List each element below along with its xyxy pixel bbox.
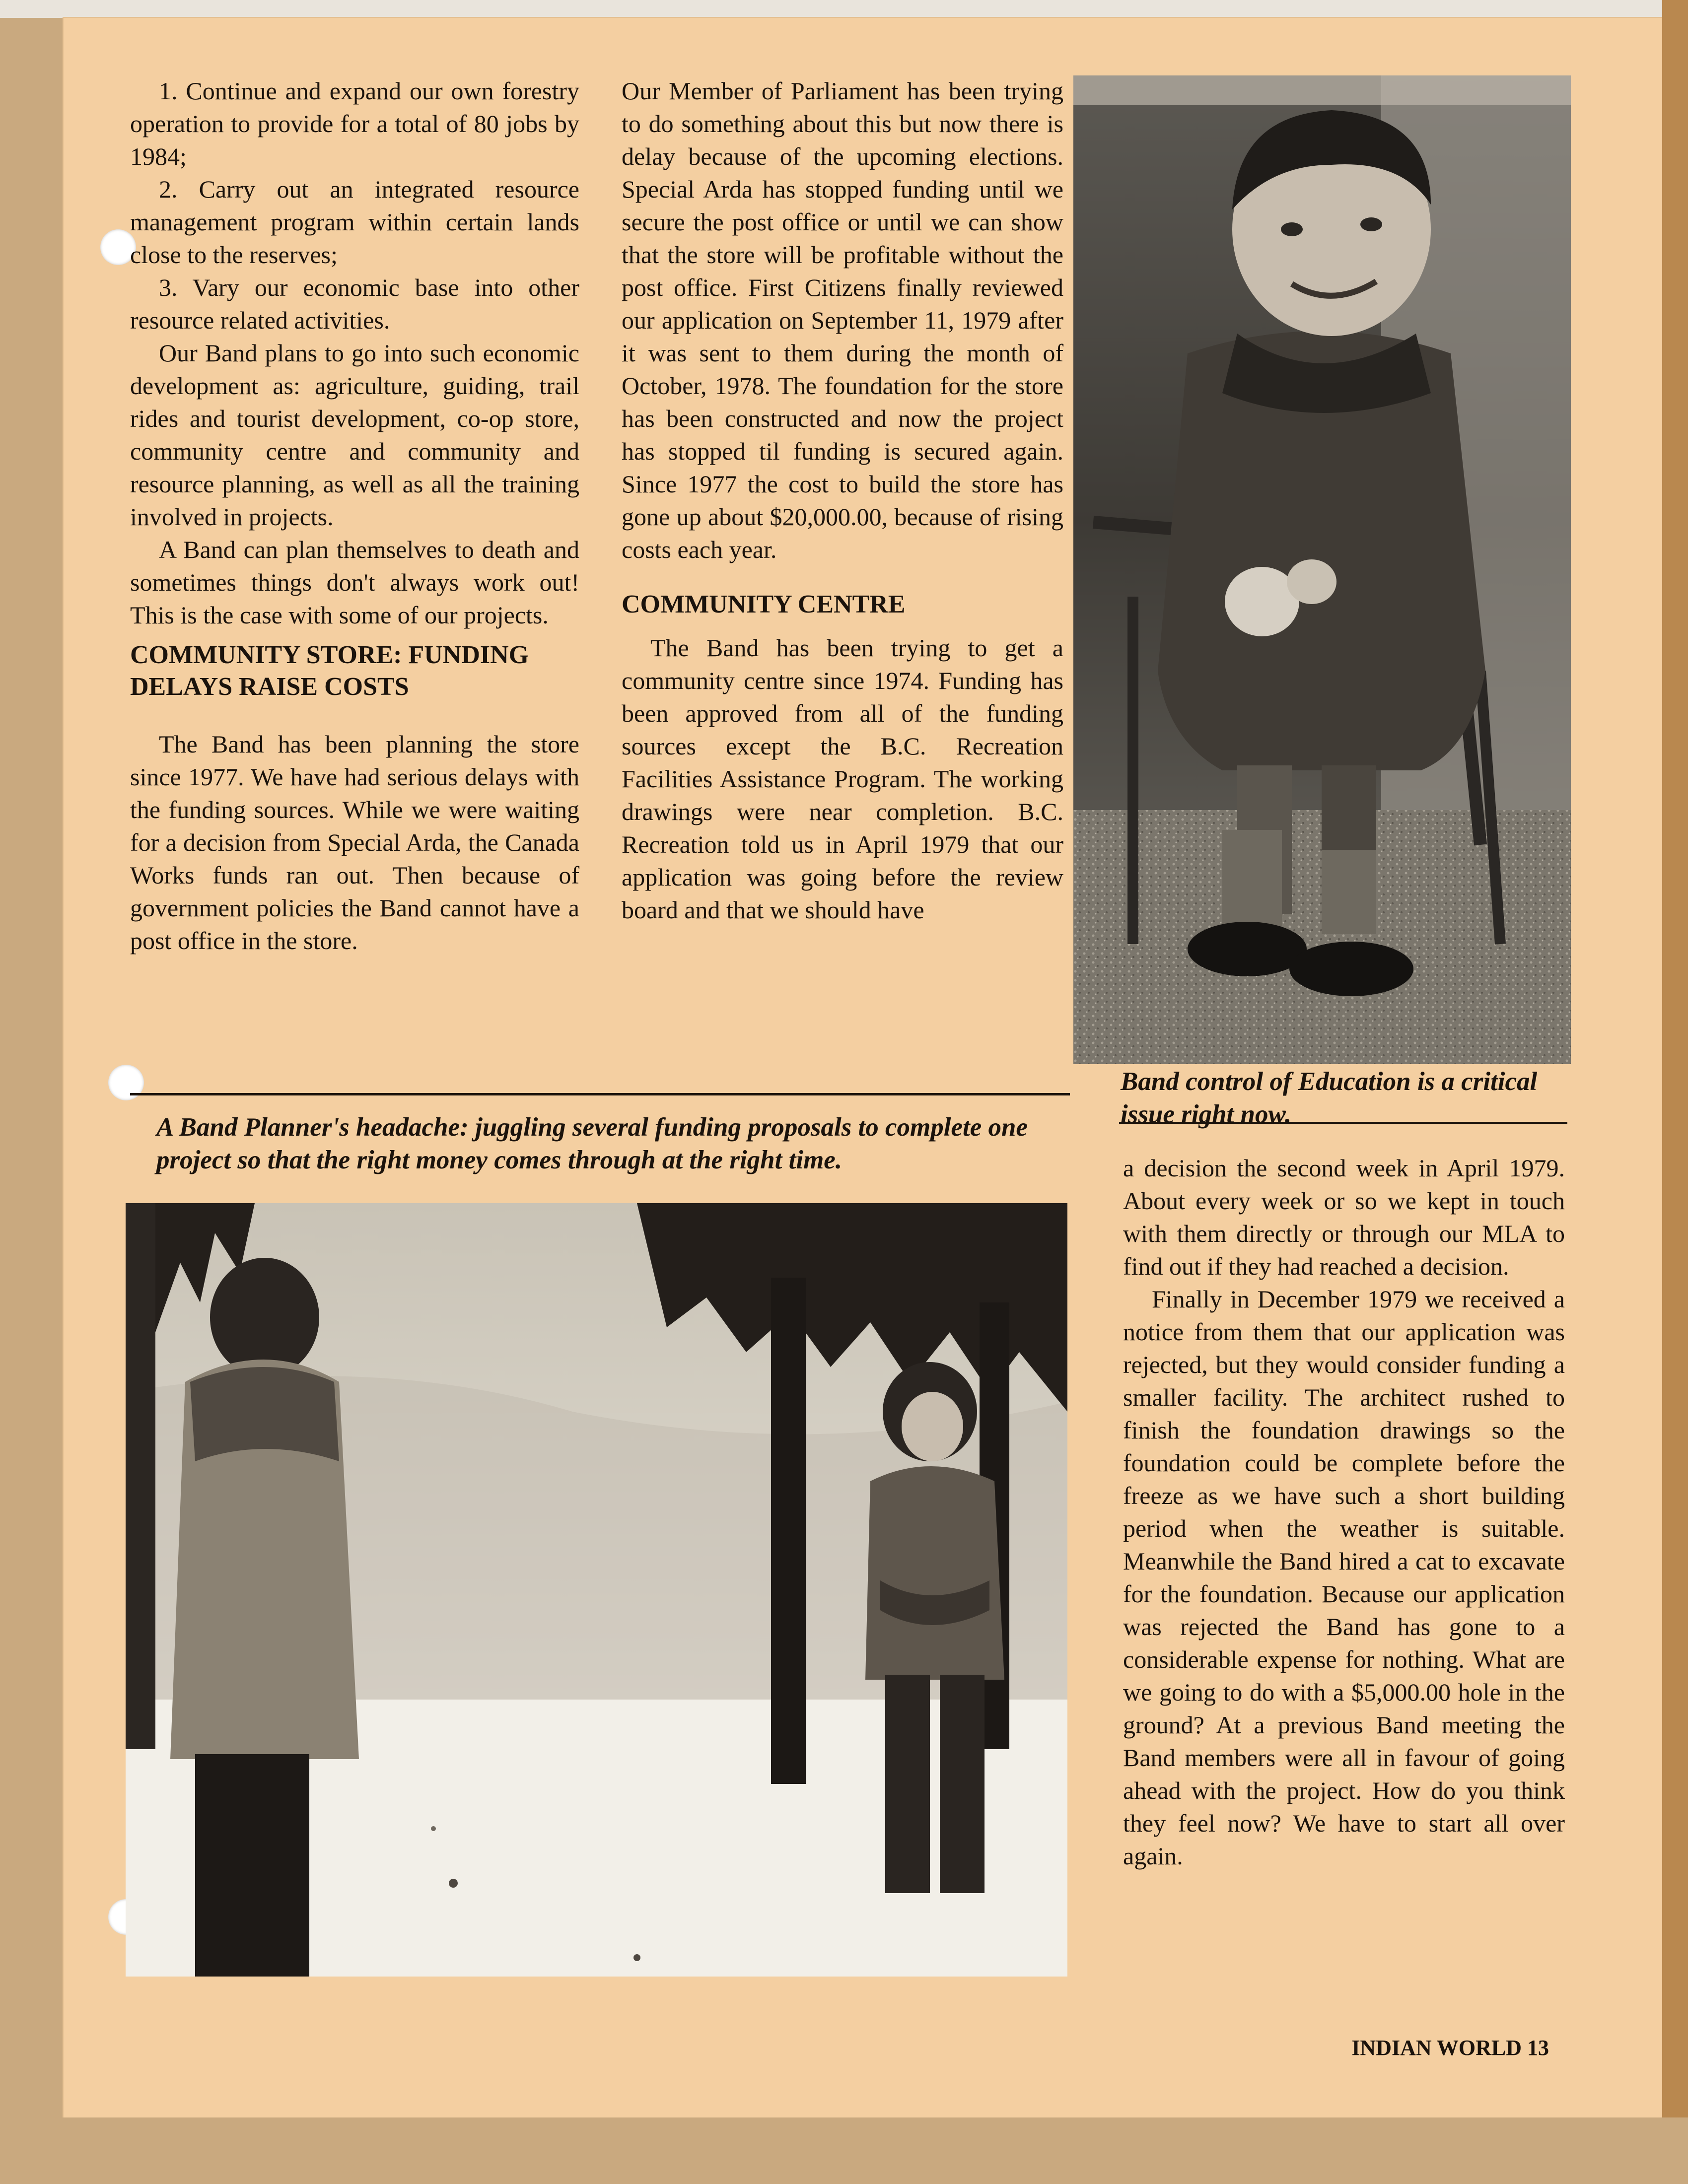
paragraph-decision-april: a decision the second week in April 1979. About every week or so we kept in touch with them directly or through our MLA to find out if they had reached a decision.	[1123, 1154, 1565, 1280]
list-item-forestry: 1. Continue and expand our own forestry operation to provide for a total of 80 jobs by 1984;	[130, 77, 579, 170]
article-column-2	[622, 74, 1063, 926]
scan-top-margin	[0, 0, 1688, 18]
page-footer: INDIAN WORLD 13	[1351, 2036, 1549, 2060]
list-item-resource-management: 2. Carry out an integrated resource management program within certain lands close to the reserves;	[130, 175, 579, 269]
list-item-economic-base: 3. Vary our economic base into other resource related activities.	[130, 273, 579, 334]
photo-two-people-snow	[126, 1203, 1067, 1977]
paragraph-community-centre: The Band has been trying to get a community centre since 1974. Funding has been approved from all of the funding sources except the B.C. Recreation Facilities Assistance Program. The working drawings were near completion. B.C. Recreation told us in April 1979 that our application was going before the review board and that we should have	[622, 634, 1063, 924]
heading-community-centre: COMMUNITY CENTRE	[622, 590, 906, 618]
scan-bottom-margin	[0, 2117, 1688, 2184]
paragraph-rejection-december: Finally in December 1979 we received a notice from them that our application was rejected, but they would consider funding a smaller facility. The architect rushed to finish the foundation drawings so the foundation could be complete before the freeze as we have such a short building period when the weather is suitable. Meanwhile the Band hired a cat to excavate for the foundation. Because our application was rejected the Band has gone to a considerable expense for nothing. What are we going to do with a $5,000.00 hole in the ground? At a previous Band meeting the Band members were all in favour of going ahead with the project. How do you think they feel now? We have to start all over again.	[1123, 1285, 1565, 1870]
paragraph-community-store: The Band has been planning the store since 1977. We have had serious delays with the funding sources. While we were waiting for a decision from Special Arda, the Canada Works funds ran out. Then because of government policies the Band cannot have a post office in the store.	[130, 730, 579, 955]
paragraph-band-planning: A Band can plan themselves to death and sometimes things don't always work out! This is the case with some of our projects.	[130, 536, 579, 629]
article-column-3	[1123, 1152, 1565, 1872]
caption-child-photo: Band control of Education is a critical issue right now.	[1121, 1067, 1538, 1129]
photo-child-smiling	[1073, 75, 1571, 1064]
article-column-1	[130, 74, 579, 957]
paragraph-economic-development: Our Band plans to go into such economic development as: agriculture, guiding, trail rides and tourist development, co-op store, community centre and community and resource planning, as well as all the training involved in projects.	[130, 339, 579, 531]
paragraph-store-continued: Our Member of Parliament has been trying to do something about this but now there is delay because of the upcoming elections. Special Arda has stopped funding until we secure the post office or until we can show that the store will be profitable without the post office. First Citizens finally reviewed our application on September 11, 1979 after it was sent to them during the month of October, 1978. The foundation for the store has been constructed and now the project has stopped til funding is secured again. Since 1977 the cost to build the store has gone up about $20,000.00, because of rising costs each year.	[622, 77, 1063, 563]
scan-right-edge	[1662, 0, 1688, 2184]
section-divider-rule	[130, 1093, 1070, 1095]
caption-outdoor-photo: A Band Planner's headache: juggling several funding proposals to complete one project so that the right money comes through at the right time.	[156, 1113, 1028, 1174]
heading-community-store: COMMUNITY STORE: FUNDING DELAYS RAISE COSTS	[130, 641, 529, 701]
